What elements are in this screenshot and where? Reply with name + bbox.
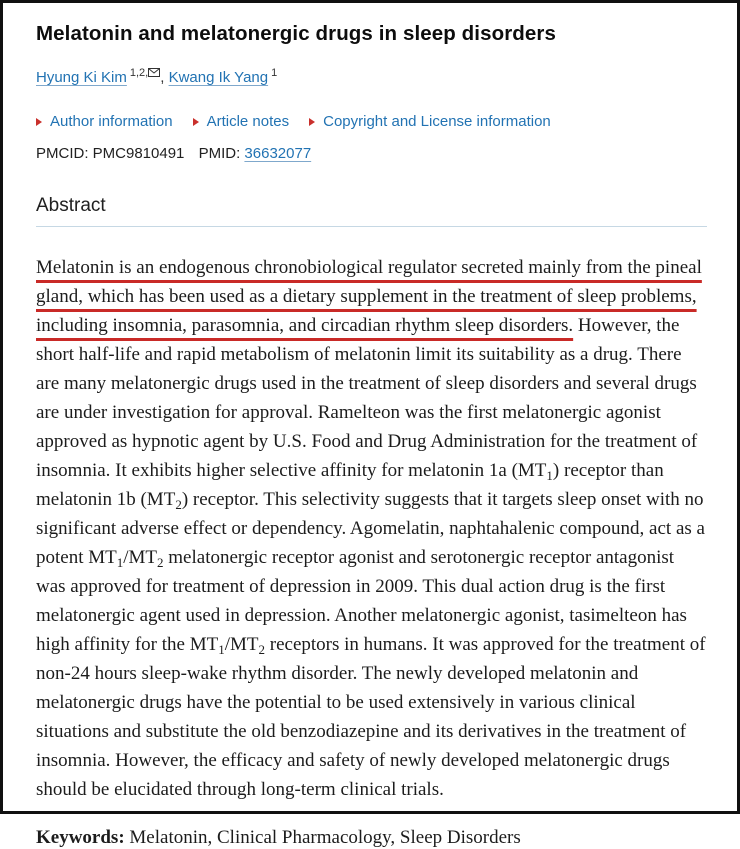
abstract-text-segment: /MT	[123, 547, 158, 568]
abstract-text-segment: melatonergic receptor agonist and serotonergic receptor antagonist was approved for treatment of depression in 2009. This dual action drug is the first melatonergic agent used in depression. Another melatonergic agonist, tasimelteon has high affinity for the MT	[36, 547, 687, 655]
abstract-text-segment: However, the short half-life and rapid metabolism of melatonin limit its suitability as a drug. There are many melatonergic drugs used in the treatment of sleep disorders and several drugs are under investigation for approval. Ramelteon was the first melatonergic agonist approved as hypnotic agent by U.S. Food and Drug Administration for the treatment of insomnia. It exhibits higher selective affinity for melatonin 1a (MT	[36, 315, 698, 481]
keywords-line	[36, 827, 707, 849]
abstract-text-segment: receptors in humans. It was approved for the treatment of non-24 hours sleep-wake rhythm disorder. The newly developed melatonin and melatonergic drugs have the potential to be used extensively in various clinical situations and substitute the old benzodiazepine and its derivatives in the treatment of insomnia. However, the efficacy and safety of newly developed melatonergic drugs should be elucidated through long-term clinical trials.	[36, 634, 706, 800]
triangle-right-icon	[193, 118, 199, 126]
pmcid-text: PMCID: PMC9810491	[36, 145, 185, 162]
authors-line: Hyung Ki Kim $^{1,2,}$ , Kwang Ik Yang $^1$	[36, 67, 278, 86]
pmid-link[interactable]: 36632077	[244, 145, 312, 162]
pmid-label: PMID:	[198, 145, 241, 162]
disclosure-links-row	[36, 113, 707, 130]
disclosure-link[interactable]	[309, 113, 551, 130]
abstract-heading: Abstract	[36, 195, 707, 227]
disclosure-link[interactable]	[36, 113, 173, 130]
article-page	[3, 3, 737, 848]
envelope-icon	[148, 67, 160, 79]
keywords-label: Keywords:	[36, 827, 125, 848]
disclosure-link-label: Article notes	[206, 113, 290, 130]
abstract-text-segment: 1	[218, 642, 225, 657]
abstract-highlighted-text: Melatonin is an endogenous chronobiological regulator secreted mainly from the pineal gland, which has been used as a dietary supplement in the treatment of sleep problems, including insomnia, parasomnia, and circadian rhythm sleep disorders.	[36, 257, 702, 336]
abstract-text-segment: 1	[116, 555, 124, 570]
abstract-text-segment: 1	[546, 468, 553, 483]
article-ids-row	[36, 145, 707, 162]
disclosure-link-label: Author information	[50, 113, 173, 130]
keywords-list: Melatonin, Clinical Pharmacology, Sleep Disorders	[124, 827, 521, 848]
article-title: Melatonin and melatonergic drugs in sleep disorders	[36, 22, 556, 45]
abstract-paragraph	[36, 253, 707, 804]
abstract-text-segment: ) receptor than melatonin 1b (MT	[36, 460, 664, 510]
abstract-text-segment: ) receptor. This selectivity suggests that it targets sleep onset with no significant adverse effect or dependency. Agomelatin, naphtahalenic compound, act as a potent MT	[36, 489, 705, 568]
author-link[interactable]: Hyung Ki Kim	[36, 69, 127, 86]
abstract-text-segment: 2	[258, 642, 266, 657]
author-link[interactable]: Kwang Ik Yang	[168, 69, 269, 86]
triangle-right-icon	[36, 118, 42, 126]
disclosure-link[interactable]	[193, 113, 290, 130]
author-affiliation-sup: 1	[271, 67, 278, 79]
author-affiliation-sup: 1,2,	[130, 67, 160, 79]
abstract-text-segment: /MT	[224, 634, 259, 655]
abstract-text-segment: 2	[157, 555, 164, 570]
abstract-text-segment: 2	[175, 497, 182, 512]
triangle-right-icon	[309, 118, 315, 126]
disclosure-link-label: Copyright and License information	[323, 113, 551, 130]
